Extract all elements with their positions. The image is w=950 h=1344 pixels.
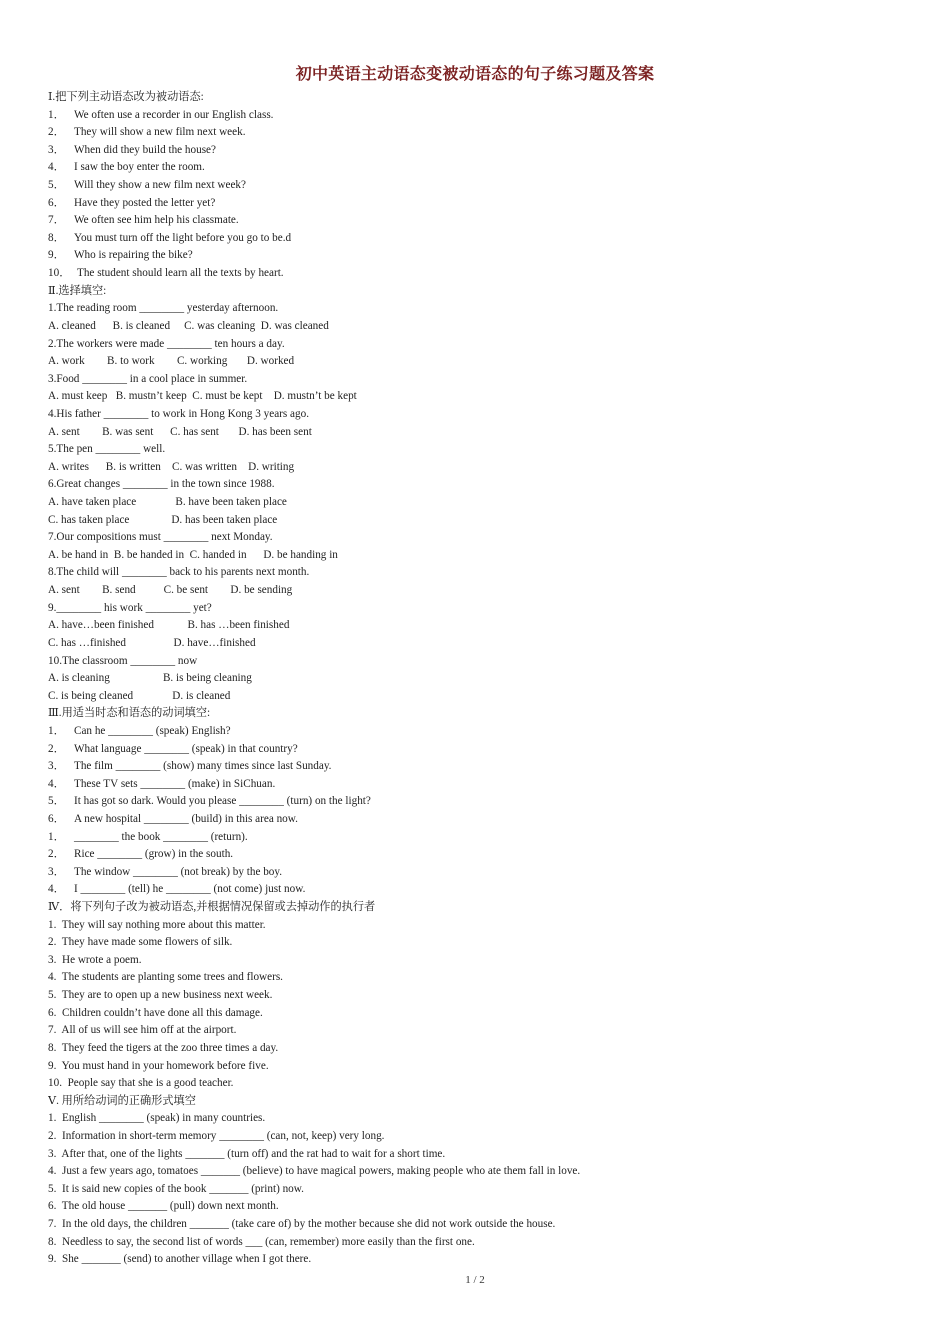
item-number: 2． <box>48 126 65 139</box>
text-line <box>48 195 908 213</box>
line-text: A. be hand in B. be handed in C. handed in D. be handing in <box>48 548 338 561</box>
line-text: 5. It is said new copies of the book _______ (print) now. <box>48 1182 304 1195</box>
text-line <box>48 653 908 671</box>
text-line <box>48 1216 908 1234</box>
text-line <box>48 159 908 177</box>
item-number: 4． <box>48 161 65 174</box>
line-text: 5. They are to open up a new business next week. <box>48 989 273 1002</box>
line-text: Ⅱ.选择填空: <box>48 284 107 297</box>
text-line <box>48 1146 908 1164</box>
text-line <box>48 829 908 847</box>
text-line <box>48 247 908 265</box>
text-line <box>48 441 908 459</box>
text-line <box>48 741 908 759</box>
item-number: 5． <box>48 179 65 192</box>
line-text: A. have…been finished B. has …been finished <box>48 619 290 632</box>
line-text: 9. You must hand in your homework before five. <box>48 1059 269 1072</box>
text-line <box>48 864 908 882</box>
text-line <box>48 89 908 107</box>
text-line <box>48 283 908 301</box>
text-line <box>48 987 908 1005</box>
text-line <box>48 881 908 899</box>
text-line <box>48 142 908 160</box>
page-number: 1 / 2 <box>465 1274 485 1286</box>
item-number: 1． <box>48 724 65 737</box>
item-number: 4． <box>48 883 65 896</box>
item-number: 2． <box>48 848 65 861</box>
line-text: 3. He wrote a poem. <box>48 953 142 966</box>
line-text: 10. People say that she is a good teacher. <box>48 1077 234 1090</box>
item-number: 1． <box>48 830 65 843</box>
text-line <box>48 899 908 917</box>
line-text: 8. Needless to say, the second list of words ___ (can, remember) more easily than the first one. <box>48 1235 475 1248</box>
text-line <box>48 547 908 565</box>
line-text: 3. After that, one of the lights _______ (turn off) and the rat had to wait for a short time. <box>48 1147 446 1160</box>
line-text: 9.________ his work ________ yet? <box>48 601 212 614</box>
line-text: 6.Great changes ________ in the town since 1988. <box>48 478 275 491</box>
line-text: Ⅰ.把下列主动语态改为被动语态: <box>48 91 204 103</box>
text-line <box>48 793 908 811</box>
line-text: C. has taken place D. has been taken place <box>48 513 278 526</box>
line-text: 5.The pen ________ well. <box>48 443 166 456</box>
line-text: 2. Information in short-term memory ________ (can, not, keep) very long. <box>48 1129 385 1142</box>
text-line <box>48 670 908 688</box>
exercise-content <box>48 89 908 1269</box>
line-text: Who is repairing the bike? <box>74 249 193 262</box>
line-text: 4. Just a few years ago, tomatoes _______ (believe) to have magical powers, making people who ate them fall in love. <box>48 1165 581 1178</box>
text-line <box>48 1040 908 1058</box>
line-text: A. is cleaning B. is being cleaning <box>48 672 252 685</box>
item-number: 4． <box>48 777 65 790</box>
text-line <box>48 917 908 935</box>
text-line <box>48 846 908 864</box>
line-text: 4. The students are planting some trees and flowers. <box>48 971 283 984</box>
text-line <box>48 600 908 618</box>
line-text: A new hospital ________ (build) in this area now. <box>74 812 298 825</box>
text-line <box>48 1234 908 1252</box>
line-text: C. is being cleaned D. is cleaned <box>48 689 231 702</box>
text-line <box>48 318 908 336</box>
item-number: 3． <box>48 143 65 156</box>
text-line <box>48 688 908 706</box>
item-number: 9． <box>48 249 65 262</box>
line-text: The student should learn all the texts by heart. <box>77 267 284 280</box>
line-text: 1. They will say nothing more about this matter. <box>48 918 266 931</box>
item-number: 6． <box>48 812 65 825</box>
line-text: Rice ________ (grow) in the south. <box>74 848 234 861</box>
text-line <box>48 459 908 477</box>
item-number: 2． <box>48 742 65 755</box>
text-line <box>48 107 908 125</box>
item-number: 1． <box>48 108 65 121</box>
line-text: 7. All of us will see him off at the airport. <box>48 1024 237 1037</box>
line-text: A. writes B. is written C. was written D. writing <box>48 460 295 473</box>
line-text: The film ________ (show) many times since last Sunday. <box>74 760 332 773</box>
text-line <box>48 617 908 635</box>
text-line <box>48 265 908 283</box>
text-line <box>48 564 908 582</box>
line-text: A. work B. to work C. working D. worked <box>48 355 295 368</box>
text-line <box>48 1181 908 1199</box>
item-number: 3． <box>48 760 65 773</box>
text-line <box>48 934 908 952</box>
text-line <box>48 1128 908 1146</box>
line-text: 8. They feed the tigers at the zoo three times a day. <box>48 1041 279 1054</box>
line-text: A. sent B. send C. be sent D. be sending <box>48 584 293 597</box>
line-text: 6. Children couldn’t have done all this damage. <box>48 1006 263 1019</box>
text-line <box>48 1093 908 1111</box>
line-text: 9. She _______ (send) to another village when I got there. <box>48 1253 312 1266</box>
line-text: 4.His father ________ to work in Hong Kong 3 years ago. <box>48 407 309 420</box>
line-text: What language ________ (speak) in that country? <box>74 742 298 755</box>
line-text: A. have taken place B. have been taken place <box>48 496 287 509</box>
line-text: A. cleaned B. is cleaned C. was cleaning D. was cleaned <box>48 319 329 332</box>
text-line <box>48 1022 908 1040</box>
line-text: Ⅴ. 用所给动词的正确形式填空 <box>48 1094 196 1107</box>
line-text: Ⅲ.用适当时态和语态的动词填空: <box>48 707 211 720</box>
text-line <box>48 776 908 794</box>
text-line <box>48 1198 908 1216</box>
text-line <box>48 952 908 970</box>
line-text: 1.The reading room ________ yesterday afternoon. <box>48 302 279 315</box>
line-text: These TV sets ________ (make) in SiChuan. <box>74 777 276 790</box>
line-text: When did they build the house? <box>74 143 216 156</box>
text-line <box>48 336 908 354</box>
line-text: C. has …finished D. have…finished <box>48 636 256 649</box>
line-text: A. sent B. was sent C. has sent D. has been sent <box>48 425 312 438</box>
text-line <box>48 1163 908 1181</box>
text-line <box>48 723 908 741</box>
text-line <box>48 1110 908 1128</box>
text-line <box>48 177 908 195</box>
line-text: 6. The old house _______ (pull) down next month. <box>48 1200 279 1213</box>
text-line <box>48 212 908 230</box>
text-line <box>48 512 908 530</box>
line-text: 7. In the old days, the children _______ (take care of) by the mother because she did not work outside the house. <box>48 1218 556 1230</box>
item-number: 6． <box>48 196 65 209</box>
line-text: I ________ (tell) he ________ (not come) just now. <box>74 883 306 896</box>
line-text: The window ________ (not break) by the boy. <box>74 865 283 878</box>
line-text: ________ the book ________ (return). <box>74 830 248 843</box>
line-text: 2. They have made some flowers of silk. <box>48 936 233 949</box>
line-text: A. must keep B. mustn’t keep C. must be kept D. mustn’t be kept <box>48 390 357 403</box>
text-line <box>48 371 908 389</box>
line-text: Ⅳ．将下列句子改为被动语态,并根据情况保留或去掉动作的执行者 <box>48 901 376 914</box>
line-text: 10.The classroom ________ now <box>48 654 198 667</box>
text-line <box>48 1005 908 1023</box>
line-text: 3.Food ________ in a cool place in summer. <box>48 372 248 385</box>
text-line <box>48 969 908 987</box>
line-text: We often use a recorder in our English class. <box>74 108 274 121</box>
document-title: 初中英语主动语态变被动语态的句子练习题及答案 <box>295 66 655 83</box>
text-line <box>48 353 908 371</box>
item-number: 10． <box>48 267 71 280</box>
text-line <box>48 705 908 723</box>
item-number: 3． <box>48 865 65 878</box>
item-number: 5． <box>48 795 65 808</box>
line-text: Have they posted the letter yet? <box>74 196 216 209</box>
text-line <box>48 476 908 494</box>
line-text: Can he ________ (speak) English? <box>74 724 231 737</box>
line-text: 7.Our compositions must ________ next Monday. <box>48 531 273 544</box>
text-line <box>48 1075 908 1093</box>
text-line <box>48 124 908 142</box>
text-line <box>48 300 908 318</box>
text-line <box>48 582 908 600</box>
text-line <box>48 1251 908 1269</box>
line-text: 8.The child will ________ back to his parents next month. <box>48 566 310 579</box>
text-line <box>48 406 908 424</box>
line-text: Will they show a new film next week? <box>74 179 246 192</box>
text-line <box>48 758 908 776</box>
line-text: I saw the boy enter the room. <box>74 161 205 174</box>
line-text: You must turn off the light before you go to be.d <box>74 231 292 244</box>
line-text: It has got so dark. Would you please ________ (turn) on the light? <box>74 795 371 808</box>
text-line <box>48 230 908 248</box>
line-text: 1. English ________ (speak) in many countries. <box>48 1112 266 1125</box>
item-number: 8． <box>48 231 65 244</box>
line-text: They will show a new film next week. <box>74 126 246 139</box>
text-line <box>48 388 908 406</box>
text-line <box>48 635 908 653</box>
text-line <box>48 494 908 512</box>
text-line <box>48 1058 908 1076</box>
text-line <box>48 529 908 547</box>
item-number: 7． <box>48 214 65 227</box>
text-line <box>48 811 908 829</box>
line-text: We often see him help his classmate. <box>74 214 239 227</box>
line-text: 2.The workers were made ________ ten hours a day. <box>48 337 285 350</box>
text-line <box>48 424 908 442</box>
